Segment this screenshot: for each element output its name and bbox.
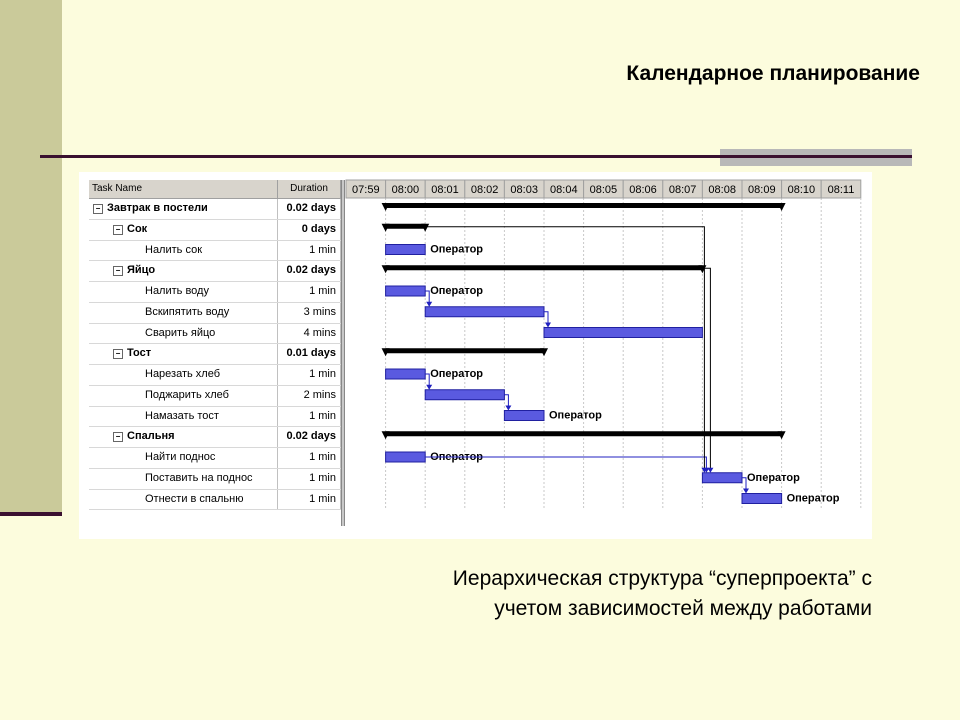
collapse-toggle-icon[interactable]: − [113, 432, 123, 442]
task-bar [504, 411, 544, 421]
timescale-label: 08:00 [391, 184, 420, 196]
side-band [0, 0, 62, 512]
resource-label: Оператор [430, 451, 484, 463]
collapse-toggle-icon[interactable]: − [93, 204, 103, 214]
task-name: Завтрак в постели [107, 202, 208, 214]
resource-label: Оператор [430, 368, 484, 380]
duration-cell: 1 min [278, 365, 341, 385]
duration-cell: 4 mins [278, 324, 341, 344]
resource-label: Оператор [786, 492, 840, 505]
task-name: Нарезать хлеб [145, 368, 221, 380]
dependency-arrow [707, 468, 713, 473]
caption-line-1: Иерархическая структура “суперпроекта” с [452, 567, 872, 590]
task-name: Налить сок [145, 243, 203, 256]
gantt-chart-screenshot [79, 172, 872, 539]
task-bar [742, 494, 782, 504]
task-name: Вскипятить воду [145, 305, 230, 318]
timescale-label: 08:05 [589, 184, 618, 196]
task-name: Тост [127, 347, 152, 360]
slide-caption [352, 564, 872, 624]
task-name: Намазать тост [145, 409, 219, 422]
timescale-label: 08:07 [668, 184, 697, 196]
side-rule [0, 512, 62, 516]
duration-cell: 0 days [278, 220, 341, 240]
timescale-label: 07:59 [352, 184, 380, 196]
summary-bar [386, 203, 782, 208]
duration-cell: 0.02 days [278, 427, 341, 447]
timescale-label: 08:06 [629, 184, 657, 196]
dependency-link [702, 268, 710, 472]
duration-cell: 3 mins [278, 303, 341, 323]
collapse-toggle-icon[interactable]: − [113, 266, 123, 276]
timescale-label: 08:02 [470, 184, 499, 196]
timescale-label: 08:04 [550, 184, 578, 196]
task-bar [544, 328, 702, 338]
dependency-arrow [426, 385, 432, 390]
duration-cell: 0.01 days [278, 344, 341, 364]
task-name: Поджарить хлеб [145, 388, 229, 401]
dependency-arrow [545, 323, 551, 328]
task-name: Поставить на поднос [145, 471, 253, 484]
task-name: Яйцо [127, 264, 156, 277]
task-bar [386, 452, 426, 462]
duration-cell: 1 min [278, 282, 341, 302]
duration-cell: 1 min [278, 448, 341, 468]
duration-cell: 1 min [278, 490, 341, 510]
task-bar [386, 286, 426, 296]
task-bar [425, 390, 504, 400]
timescale-label: 08:03 [510, 184, 538, 196]
task-name: Сварить яйцо [145, 326, 216, 339]
timescale-label: 08:11 [827, 184, 855, 196]
duration-cell: 1 min [278, 407, 341, 427]
duration-cell: 0.02 days [278, 261, 341, 281]
timescale-label: 08:09 [748, 184, 776, 196]
dependency-arrow [505, 406, 511, 411]
slide-title: Календарное планирование [626, 62, 920, 85]
resource-label: Оператор [430, 243, 484, 256]
resource-label: Оператор [549, 409, 602, 422]
title-rule [40, 155, 912, 158]
summary-bar [386, 265, 703, 270]
task-bar [386, 369, 426, 379]
summary-bar [386, 348, 544, 353]
resource-label: Оператор [747, 471, 800, 484]
duration-cell: 1 min [278, 469, 341, 489]
duration-cell: 1 min [278, 241, 341, 261]
timescale-label: 08:01 [431, 184, 459, 196]
task-name: Сок [127, 222, 148, 235]
timescale-label: 08:08 [708, 184, 736, 196]
summary-bar [386, 431, 782, 436]
caption-line-2: учетом зависимостей между работами [494, 597, 872, 620]
duration-cell: 0.02 days [278, 199, 341, 219]
dependency-arrow [426, 302, 432, 307]
collapse-toggle-icon[interactable]: − [113, 225, 123, 235]
collapse-toggle-icon[interactable]: − [113, 349, 123, 359]
task-name: Отнести в спальню [145, 492, 244, 505]
resource-label: Оператор [430, 285, 484, 297]
summary-bar [386, 224, 426, 229]
task-bar [386, 245, 426, 255]
timeline-chart [79, 172, 872, 539]
col-task-name[interactable]: Task Name [89, 180, 278, 198]
duration-cell: 2 mins [278, 386, 341, 406]
timescale-label: 08:10 [787, 184, 816, 196]
task-name: Налить воду [145, 285, 209, 297]
task-bar [702, 473, 742, 483]
col-duration[interactable]: Duration [278, 180, 341, 198]
task-name: Спальня [127, 430, 175, 443]
dependency-arrow [743, 489, 749, 494]
task-bar [425, 307, 544, 317]
task-name: Найти поднос [145, 451, 216, 463]
